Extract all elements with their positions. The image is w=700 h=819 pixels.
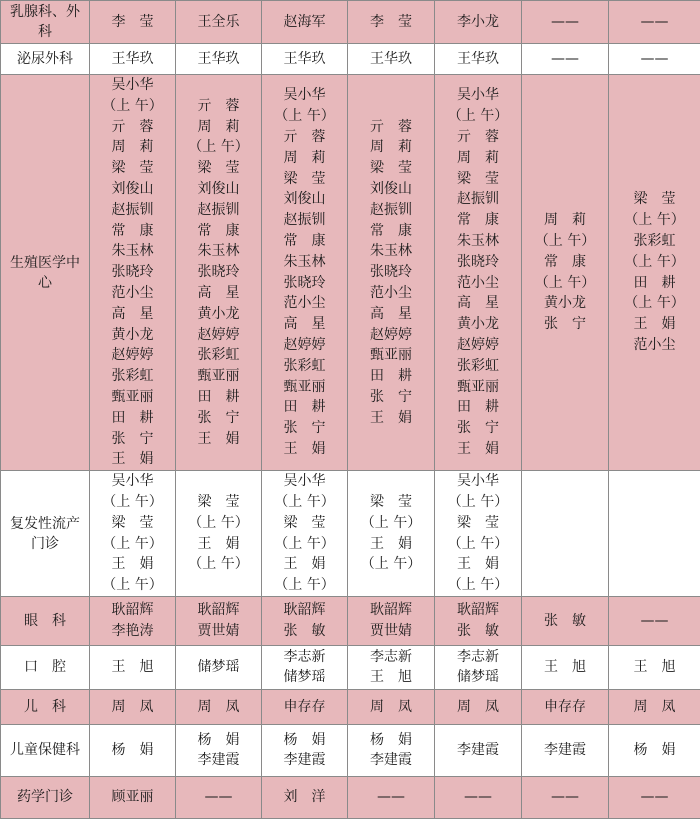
staff-name: 储梦瑶 [262, 667, 347, 688]
staff-name: 甄亚丽 [348, 345, 434, 366]
staff-name: （上 午） [348, 513, 434, 534]
staff-name: 王 娟 [348, 534, 434, 555]
staff-name: 周 莉 [90, 137, 175, 158]
staff-name: 张 敏 [522, 611, 608, 632]
schedule-cell [176, 645, 262, 689]
staff-name: 耿韶辉 [348, 600, 434, 621]
staff-name: 黄小龙 [522, 293, 608, 314]
staff-name: 高 星 [90, 304, 175, 325]
schedule-cell [90, 471, 176, 597]
schedule-cell [348, 689, 435, 724]
schedule-cell [176, 724, 262, 776]
staff-name: 储梦瑶 [435, 667, 521, 688]
schedule-cell [262, 44, 348, 75]
department-label: 眼 科 [1, 611, 89, 631]
schedule-cell [435, 75, 522, 471]
staff-name: 刘俊山 [348, 179, 434, 200]
staff-name: 杨 娟 [609, 740, 700, 761]
staff-name: 王华玖 [262, 49, 347, 70]
staff-name: 赵振钏 [176, 200, 261, 221]
schedule-cell [435, 1, 522, 44]
staff-name: 梁 莹 [609, 189, 700, 210]
staff-name: 张晓玲 [435, 252, 521, 273]
table-row [1, 689, 700, 724]
staff-name: —— [522, 49, 608, 70]
staff-name: 高 星 [176, 283, 261, 304]
department-cell [1, 1, 90, 44]
schedule-cell [609, 645, 700, 689]
schedule-cell [348, 724, 435, 776]
staff-name: 梁 莹 [90, 513, 175, 534]
schedule-cell [522, 776, 609, 818]
staff-name: —— [435, 787, 521, 808]
staff-name: 耿韶辉 [90, 600, 175, 621]
staff-name: 张 敏 [262, 621, 347, 642]
staff-name: 张 敏 [435, 621, 521, 642]
staff-name: （上 午） [435, 106, 521, 127]
staff-name: 杨 娟 [348, 730, 434, 751]
staff-name: 张 宁 [90, 429, 175, 450]
department-label: 复发性流产门诊 [1, 514, 89, 554]
staff-name: 高 星 [262, 314, 347, 335]
staff-name: 赵婷婷 [348, 325, 434, 346]
staff-name: （上 午） [262, 492, 347, 513]
table-row [1, 596, 700, 645]
staff-name: 周 凤 [90, 697, 175, 718]
staff-name: 甄亚丽 [262, 377, 347, 398]
staff-name: 李志新 [348, 647, 434, 668]
schedule-cell [90, 645, 176, 689]
staff-name: 张晓玲 [176, 262, 261, 283]
schedule-cell [348, 596, 435, 645]
staff-name: 周 莉 [435, 148, 521, 169]
table-row [1, 44, 700, 75]
table-row [1, 724, 700, 776]
staff-name: 李建霞 [262, 750, 347, 771]
staff-name: 朱玉林 [176, 241, 261, 262]
table-row [1, 75, 700, 471]
staff-name: 耿韶辉 [435, 600, 521, 621]
schedule-cell [522, 471, 609, 597]
staff-name: —— [348, 787, 434, 808]
staff-name: （上 午） [348, 554, 434, 575]
staff-name: 李 莹 [348, 12, 434, 33]
staff-name: 梁 莹 [176, 492, 261, 513]
staff-name: 赵振钏 [348, 200, 434, 221]
schedule-cell [609, 689, 700, 724]
schedule-cell [435, 689, 522, 724]
schedule-cell [176, 776, 262, 818]
schedule-cell [90, 689, 176, 724]
staff-name: 梁 莹 [262, 513, 347, 534]
staff-name: 王 娟 [262, 439, 347, 460]
staff-name: 李建霞 [435, 740, 521, 761]
staff-name: 黄小龙 [90, 325, 175, 346]
staff-name: 吴小华 [90, 75, 175, 96]
schedule-cell [609, 776, 700, 818]
schedule-cell [609, 596, 700, 645]
staff-name: （上 午） [90, 492, 175, 513]
staff-name: （上 午） [609, 252, 700, 273]
schedule-cell [176, 471, 262, 597]
staff-name: 张 宁 [262, 418, 347, 439]
schedule-cell [609, 44, 700, 75]
schedule-cell [435, 471, 522, 597]
staff-name: 王 娟 [262, 554, 347, 575]
staff-name: 亓 蓉 [262, 127, 347, 148]
staff-name: —— [522, 12, 608, 33]
staff-name: 梁 莹 [176, 158, 261, 179]
department-label: 泌尿外科 [1, 49, 89, 69]
department-cell [1, 596, 90, 645]
staff-name: —— [609, 611, 700, 632]
staff-name: 杨 娟 [262, 730, 347, 751]
schedule-cell [262, 724, 348, 776]
staff-name: 梁 莹 [262, 169, 347, 190]
schedule-cell [348, 44, 435, 75]
staff-name: 贾世婧 [176, 621, 261, 642]
staff-name: （上 午） [90, 575, 175, 596]
department-cell [1, 471, 90, 597]
staff-name: 刘俊山 [176, 179, 261, 200]
department-label: 生殖医学中心 [1, 253, 89, 293]
schedule-cell [435, 724, 522, 776]
staff-name: 周 莉 [522, 210, 608, 231]
department-cell [1, 44, 90, 75]
department-label: 儿童保健科 [1, 740, 89, 760]
schedule-cell [348, 1, 435, 44]
schedule-cell [609, 724, 700, 776]
staff-name: 吴小华 [262, 85, 347, 106]
staff-name: 田 耕 [90, 408, 175, 429]
schedule-cell [348, 776, 435, 818]
staff-name: 田 耕 [262, 397, 347, 418]
staff-name: 王 旭 [522, 657, 608, 678]
staff-name: 张彩虹 [90, 366, 175, 387]
staff-name: 李 莹 [90, 12, 175, 33]
staff-name: —— [609, 12, 700, 33]
staff-name: （上 午） [90, 96, 175, 117]
department-cell [1, 689, 90, 724]
schedule-cell [348, 471, 435, 597]
staff-name: 杨 娟 [176, 730, 261, 751]
schedule-cell [90, 75, 176, 471]
table-row [1, 645, 700, 689]
staff-name: 常 康 [176, 221, 261, 242]
staff-name: 田 耕 [176, 387, 261, 408]
staff-name: 张晓玲 [348, 262, 434, 283]
staff-name: 李艳涛 [90, 621, 175, 642]
staff-name: 田 耕 [348, 366, 434, 387]
staff-name: 王 娟 [435, 554, 521, 575]
staff-name: 梁 莹 [435, 513, 521, 534]
staff-name: 周 莉 [262, 148, 347, 169]
staff-name: —— [609, 49, 700, 70]
staff-name: 赵婷婷 [176, 325, 261, 346]
schedule-cell [262, 689, 348, 724]
staff-name: 范小尘 [262, 293, 347, 314]
staff-name: 周 凤 [348, 697, 434, 718]
staff-name: （上 午） [262, 575, 347, 596]
staff-name: 张彩虹 [262, 356, 347, 377]
schedule-cell [522, 645, 609, 689]
staff-name: 储梦瑶 [176, 657, 261, 678]
staff-name: 耿韶辉 [262, 600, 347, 621]
staff-name: 张 宁 [176, 408, 261, 429]
staff-name: 王华玖 [435, 49, 521, 70]
staff-name: 周 凤 [435, 697, 521, 718]
staff-name: 朱玉林 [348, 241, 434, 262]
staff-name: 张 宁 [435, 418, 521, 439]
staff-name: 李建霞 [176, 750, 261, 771]
staff-name: 王华玖 [176, 49, 261, 70]
staff-name: —— [176, 787, 261, 808]
schedule-cell [348, 75, 435, 471]
staff-name: 朱玉林 [90, 241, 175, 262]
staff-name: （上 午） [262, 106, 347, 127]
staff-name: 吴小华 [435, 471, 521, 492]
staff-name: 赵海军 [262, 12, 347, 33]
staff-name: 王 娟 [90, 554, 175, 575]
staff-name: 高 星 [348, 304, 434, 325]
staff-name: （上 午） [176, 137, 261, 158]
table-row [1, 1, 700, 44]
staff-name: 梁 莹 [348, 158, 434, 179]
staff-name: 朱玉林 [262, 252, 347, 273]
staff-name: 黄小龙 [176, 304, 261, 325]
staff-name: 田 耕 [609, 273, 700, 294]
staff-name: 张 宁 [348, 387, 434, 408]
schedule-cell [90, 596, 176, 645]
staff-name: —— [609, 787, 700, 808]
schedule-cell [176, 1, 262, 44]
schedule-cell [435, 44, 522, 75]
staff-name: 王 娟 [176, 429, 261, 450]
staff-name: 黄小龙 [435, 314, 521, 335]
department-label: 儿 科 [1, 697, 89, 717]
staff-name: 王 旭 [609, 657, 700, 678]
staff-name: 王全乐 [176, 12, 261, 33]
staff-name: 周 莉 [176, 117, 261, 138]
staff-name: 周 凤 [609, 697, 700, 718]
staff-name: 范小尘 [90, 283, 175, 304]
staff-name: 常 康 [348, 221, 434, 242]
table-row [1, 471, 700, 597]
staff-name: 刘俊山 [262, 189, 347, 210]
staff-name: 赵振钏 [90, 200, 175, 221]
staff-name: 王 娟 [609, 314, 700, 335]
staff-name: 赵振钏 [435, 189, 521, 210]
schedule-cell [609, 75, 700, 471]
schedule-cell [435, 596, 522, 645]
staff-name: 梁 莹 [90, 158, 175, 179]
staff-name: （上 午） [262, 534, 347, 555]
staff-name: 常 康 [435, 210, 521, 231]
staff-name: 梁 莹 [435, 169, 521, 190]
staff-name: 吴小华 [262, 471, 347, 492]
staff-name: （上 午） [609, 210, 700, 231]
staff-name: 刘 洋 [262, 787, 347, 808]
staff-name: 贾世婧 [348, 621, 434, 642]
schedule-cell [348, 645, 435, 689]
staff-name: 王 娟 [176, 534, 261, 555]
schedule-cell [90, 776, 176, 818]
staff-name: 亓 蓉 [176, 96, 261, 117]
department-cell [1, 75, 90, 471]
schedule-cell [262, 1, 348, 44]
staff-name: 刘俊山 [90, 179, 175, 200]
staff-name: 王华玖 [348, 49, 434, 70]
schedule-cell [262, 75, 348, 471]
schedule-cell [522, 689, 609, 724]
schedule-cell [262, 776, 348, 818]
schedule-cell [90, 44, 176, 75]
staff-name: 赵婷婷 [90, 345, 175, 366]
schedule-cell [609, 471, 700, 597]
schedule-cell [176, 596, 262, 645]
staff-name: 张彩虹 [435, 356, 521, 377]
staff-name: （上 午） [609, 293, 700, 314]
department-label: 口 腔 [1, 657, 89, 677]
staff-name: 亓 蓉 [90, 117, 175, 138]
staff-name: 李小龙 [435, 12, 521, 33]
staff-name: （上 午） [90, 534, 175, 555]
staff-name: （上 午） [435, 492, 521, 513]
staff-name: （上 午） [522, 231, 608, 252]
staff-name: 周 凤 [176, 697, 261, 718]
staff-name: （上 午） [435, 534, 521, 555]
staff-name: 张晓玲 [90, 262, 175, 283]
staff-name: 张彩虹 [609, 231, 700, 252]
staff-name: 李志新 [262, 647, 347, 668]
staff-name: 王 娟 [90, 449, 175, 470]
schedule-cell [522, 75, 609, 471]
staff-name: （上 午） [176, 554, 261, 575]
staff-name: 李志新 [435, 647, 521, 668]
staff-name: 张彩虹 [176, 345, 261, 366]
staff-name: 田 耕 [435, 397, 521, 418]
staff-name: 赵振钏 [262, 210, 347, 231]
schedule-cell [176, 44, 262, 75]
schedule-cell [262, 471, 348, 597]
staff-name: 申存存 [522, 697, 608, 718]
staff-name: 顾亚丽 [90, 787, 175, 808]
staff-name: 高 星 [435, 293, 521, 314]
staff-name: 甄亚丽 [435, 377, 521, 398]
schedule-cell [90, 724, 176, 776]
staff-name: 甄亚丽 [90, 387, 175, 408]
staff-name: 范小尘 [348, 283, 434, 304]
staff-name: 吴小华 [90, 471, 175, 492]
schedule-cell [176, 75, 262, 471]
staff-name: 范小尘 [609, 335, 700, 356]
staff-name: 常 康 [90, 221, 175, 242]
staff-name: 杨 娟 [90, 740, 175, 761]
schedule-cell [176, 689, 262, 724]
staff-name: 吴小华 [435, 85, 521, 106]
schedule-cell [262, 645, 348, 689]
staff-name: 王 娟 [435, 439, 521, 460]
schedule-cell [90, 1, 176, 44]
staff-name: 朱玉林 [435, 231, 521, 252]
department-cell [1, 645, 90, 689]
staff-name: 李建霞 [522, 740, 608, 761]
staff-name: 张 宁 [522, 314, 608, 335]
staff-name: 张晓玲 [262, 273, 347, 294]
staff-name: 王 娟 [348, 408, 434, 429]
staff-name: —— [522, 787, 608, 808]
department-cell [1, 776, 90, 818]
staff-name: 范小尘 [435, 273, 521, 294]
schedule-cell [435, 645, 522, 689]
department-label: 乳腺科、外科 [1, 2, 89, 42]
staff-name: 赵婷婷 [435, 335, 521, 356]
schedule-cell [609, 1, 700, 44]
staff-name: （上 午） [435, 575, 521, 596]
schedule-cell [522, 724, 609, 776]
staff-name: （上 午） [522, 273, 608, 294]
staff-name: 王 旭 [90, 657, 175, 678]
staff-name: 耿韶辉 [176, 600, 261, 621]
table-row [1, 776, 700, 818]
staff-name: 赵婷婷 [262, 335, 347, 356]
staff-name: 申存存 [262, 697, 347, 718]
schedule-cell [522, 1, 609, 44]
staff-name: 亓 蓉 [435, 127, 521, 148]
schedule-cell [435, 776, 522, 818]
staff-name: 梁 莹 [348, 492, 434, 513]
department-label: 药学门诊 [1, 787, 89, 807]
staff-name: 李建霞 [348, 750, 434, 771]
staff-name: 亓 蓉 [348, 117, 434, 138]
schedule-cell [262, 596, 348, 645]
staff-name: 甄亚丽 [176, 366, 261, 387]
schedule-cell [522, 596, 609, 645]
staff-name: 周 莉 [348, 137, 434, 158]
department-cell [1, 724, 90, 776]
staff-name: 常 康 [522, 252, 608, 273]
staff-name: 王 旭 [348, 667, 434, 688]
schedule-cell [522, 44, 609, 75]
staff-name: （上 午） [176, 513, 261, 534]
staff-name: 王华玖 [90, 49, 175, 70]
staff-name: 常 康 [262, 231, 347, 252]
